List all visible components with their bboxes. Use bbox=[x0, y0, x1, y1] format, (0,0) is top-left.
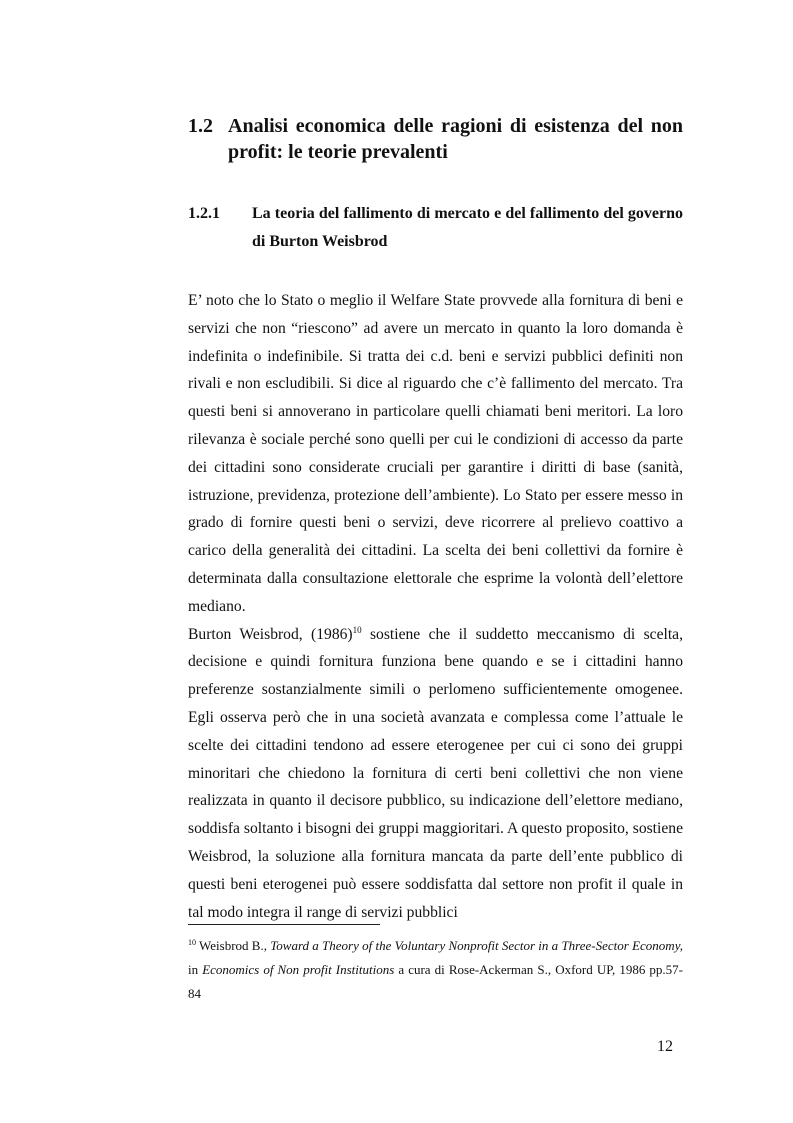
footnote-number: 10 bbox=[188, 938, 196, 947]
footnote-divider bbox=[188, 924, 380, 925]
subsection-heading bbox=[188, 200, 683, 256]
footnote-in: in bbox=[188, 962, 203, 977]
subsection-number: 1.2.1 bbox=[188, 205, 220, 222]
paragraph-2-lead: Burton Weisbrod, (1986) bbox=[188, 625, 353, 643]
body-text bbox=[188, 287, 683, 926]
paragraph-2 bbox=[188, 621, 683, 927]
paragraph-1: E’ noto che lo Stato o meglio il Welfare State provvede alla fornitura di beni e servizi che non “riescono” ad avere un mercato in quanto la loro domanda è indefinita o indefinibile. Si tratta dei c.d. beni e servizi pubblici definiti non rivali e non escludibili. Si dice al riguardo che c’è fallimento del mercato. Tra questi beni si annoverano in particolare quelli chiamati beni meritori. La loro rilevanza è sociale perché sono quelli per cui le condizioni di accesso da parte dei cittadini sono considerate cruciali per garantire i diritti di base (sanità, istruzione, previdenza, protezione dell’ambiente). Lo Stato per essere messo in grado di fornire questi beni o servizi, deve ricorrere al prelievo coattivo a carico della generalità dei cittadini. La scelta dei beni collettivi da fornire è determinata dalla consultazione elettorale che esprime la volontà dell’elettore mediano. bbox=[188, 292, 683, 615]
subsection-title: La teoria del fallimento di mercato e del fallimento del governo di Burton Weisbrod bbox=[252, 205, 683, 250]
section-heading bbox=[188, 113, 683, 165]
footnote-article-title: , Toward a Theory of the Voluntary Nonprofit Sector in a Three-Sector Economy, bbox=[263, 938, 683, 953]
section-title: Analisi economica delle ragioni di esistenza del non profit: le teorie prevalenti bbox=[228, 115, 683, 163]
footnote-rest: a cura di Rose-Ackerman S., Oxford UP, 1986 pp.57-84 bbox=[188, 962, 683, 1001]
page-number: 12 bbox=[657, 1038, 673, 1055]
section-number: 1.2 bbox=[188, 115, 213, 137]
paragraph-2-rest: sostiene che il suddetto meccanismo di scelta, decisione e quindi fornitura funziona bene quando e se i cittadini hanno preferenze sostanzialmente simili o perlomeno sufficientemente omogenee. Egli osserva però che in una società avanzata e complessa come l’attuale le scelte dei cittadini tendono ad essere eterogenee per cui ci sono dei gruppi minoritari che chiedono la fornitura di certi beni collettivi che non viene realizzata in quanto il decisore pubblico, su indicazione dell’elettore mediano, soddisfa soltanto i bisogni dei gruppi maggioritari. A questo proposito, sostiene Weisbrod, la soluzione alla fornitura mancata da parte dell’ente pubblico di questi beni eterogenei può essere soddisfatta dal settore non profit il quale in tal modo integra il range di servizi pubblici bbox=[188, 625, 683, 921]
footnote-reference: 10 bbox=[352, 624, 362, 635]
footnote bbox=[188, 934, 683, 1006]
footnote-book-title: Economics of Non profit Institutions bbox=[202, 962, 395, 977]
footnote-author: Weisbrod B. bbox=[196, 938, 264, 953]
